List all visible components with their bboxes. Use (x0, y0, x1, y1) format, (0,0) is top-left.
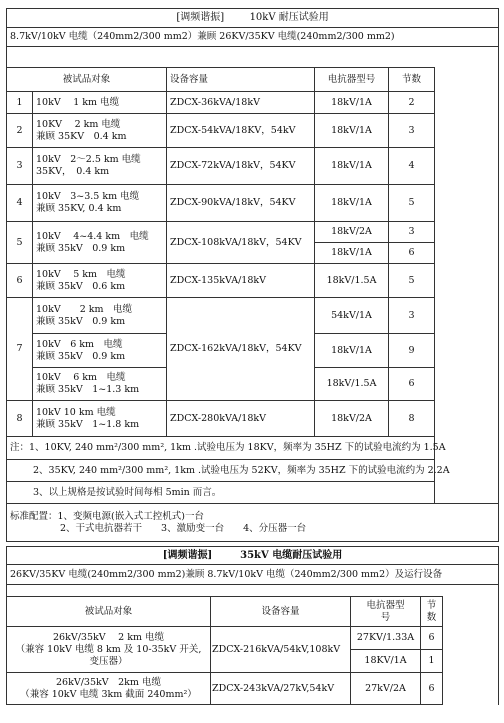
row-number: 1 (7, 92, 33, 114)
section1-title-tag: [调频谐振] (176, 12, 225, 23)
row-capacity: ZDCX-36kVA/18kV (167, 92, 315, 114)
row-object-line: 兼顾 35kV 0.9 km (36, 315, 126, 327)
row-object-line: （兼容 10kV 电缆 8 km 及 10-35kV 开关, (15, 643, 202, 655)
row-object-line: 10kV 5 km 电缆 (36, 268, 126, 280)
row-sections: 6 (389, 368, 435, 401)
header-capacity: 设备容量 (211, 597, 351, 627)
row-reactor: 18kV/1A (315, 114, 389, 148)
row-reactor: 18kV/2A (315, 222, 389, 243)
table-header-row (7, 597, 499, 627)
header-reactor-line: 电抗器型 (366, 599, 405, 611)
row-sections: 9 (389, 334, 435, 368)
config-line-1: 标准配置：1、变频电源(嵌入式工控机式)一台 (10, 510, 204, 522)
row-reactor: 18kV/1A (315, 148, 389, 185)
header-sections-line: 数 (426, 611, 437, 623)
row-number: 5 (7, 222, 33, 264)
row-sections: 2 (389, 92, 435, 114)
header-object: 被试品对象 (7, 68, 167, 92)
row-number: 2 (7, 114, 33, 148)
row-object-line: 10kV 2 km 电缆 (36, 303, 133, 315)
row-object-line: 兼顾 35KV 0.4 km (36, 130, 127, 142)
table-row (7, 222, 499, 243)
row-sections: 3 (389, 222, 435, 243)
row-object-line: 兼顾 35kV 1~1.8 km (36, 418, 140, 430)
section2-title (7, 547, 499, 565)
row-object-line: 变压器） (89, 655, 128, 667)
row-sections: 5 (389, 264, 435, 298)
row-capacity: ZDCX-72kVA/18kV，54KV (167, 148, 315, 185)
table-10kv (6, 8, 499, 542)
row-sections: 8 (389, 401, 435, 437)
row-capacity: ZDCX-243kVA/27kV,54kV (211, 673, 351, 705)
note-1: 注：1、10KV, 240 mm²/300 mm², 1km .试验电压为 18KV，频率为 35HZ 下的试验电流约为 1.5A (7, 437, 499, 460)
row-sections: 5 (389, 185, 435, 222)
row-object-line: 35KV， 0.4 km (36, 166, 110, 177)
section2-subtitle: 26KV/35KV 电缆(240mm2/300 mm2)兼顾 8.7kV/10kV 电缆（240mm2/300 mm2）及运行设备 (7, 565, 499, 585)
header-sections: 节数 (389, 68, 435, 92)
row-sections: 3 (389, 298, 435, 334)
table-header-row (7, 68, 499, 92)
row-sections: 4 (389, 148, 435, 185)
row-object-line: 26kV/35kV 2km 电缆 (56, 676, 161, 688)
standard-config (7, 504, 499, 542)
row-capacity: ZDCX-108kVA/18kV，54KV (167, 222, 315, 264)
table-row (7, 298, 499, 334)
header-capacity: 设备容量 (167, 68, 315, 92)
row-capacity: ZDCX-216kVA/54kV,108kV (211, 627, 351, 673)
row-reactor: 18kV/1A (315, 334, 389, 368)
table-row (7, 148, 499, 185)
header-object: 被试品对象 (7, 597, 211, 627)
header-reactor: 电抗器型号 (315, 68, 389, 92)
row-sections: 1 (421, 650, 443, 673)
row-object-line: 10kV 2～2.5 km 电缆 (36, 154, 141, 165)
row-object-line: 10kV 6 km 电缆 (36, 338, 123, 350)
row-sections: 6 (421, 673, 443, 705)
row-reactor: 18kV/1.5A (315, 368, 389, 401)
row-object-line: （兼容 10kV 电缆 3km 截面 240mm²） (20, 688, 197, 700)
row-sections: 6 (421, 627, 443, 650)
row-reactor: 27kV/2A (351, 673, 421, 705)
section1-subtitle: 8.7kV/10kV 电缆（240mm2/300 mm2）兼顾 26KV/35KV 电缆(240mm2/300 mm2) (7, 28, 499, 47)
table-row (7, 627, 499, 650)
table-row (7, 92, 499, 114)
header-reactor-line: 号 (380, 611, 391, 623)
table-35kv (6, 546, 499, 705)
table-row (7, 185, 499, 222)
row-sections: 6 (389, 243, 435, 264)
config-line-2: 2、干式电抗器若干 3、激励变一台 4、分压器一台 (60, 522, 307, 534)
row-capacity: ZDCX-54kVA/18KV，54kV (167, 114, 315, 148)
section2-title-text: 35kV 电缆耐压试验用 (240, 549, 343, 561)
section1-title (7, 9, 499, 28)
row-capacity: ZDCX-162kVA/18kV，54KV (167, 298, 315, 401)
table-row (7, 673, 499, 705)
row-object-line: 兼顾 35kV 1~1.3 km (36, 384, 140, 395)
row-object-line: 10kV 3~3.5 km 电缆 (36, 191, 140, 202)
note-3: 3、以上规格是按试验时间每相 5min 而言。 (7, 482, 499, 504)
row-capacity: ZDCX-280kVA/18kV (167, 401, 315, 437)
row-number: 7 (7, 298, 33, 401)
row-object-line: 兼顾 35kV 0.9 km (36, 242, 126, 254)
section2-title-tag: [调频谐振] (162, 549, 213, 561)
row-object-line: 兼顾 35KV, 0.4 km (36, 203, 122, 214)
row-object-line: 兼顾 35kV 0.6 km (36, 280, 126, 292)
row-number: 4 (7, 185, 33, 222)
table-row (7, 114, 499, 148)
row-object-line: 10kV 1 km 电缆 (36, 96, 120, 108)
header-reactor (351, 597, 421, 627)
row-object-line: 10KV 2 km 电缆 (36, 118, 121, 130)
row-reactor: 18kV/1A (315, 243, 389, 264)
row-number: 3 (7, 148, 33, 185)
row-object-line: 10kV 10 km 电缆 (36, 406, 116, 418)
table-row (7, 401, 499, 437)
row-object-line: 兼顾 35kV 0.9 km (36, 350, 126, 362)
row-number: 6 (7, 264, 33, 298)
row-reactor: 27KV/1.33A (351, 627, 421, 650)
row-sections: 3 (389, 114, 435, 148)
row-reactor: 18kV/1.5A (315, 264, 389, 298)
row-reactor: 18kV/1A (315, 92, 389, 114)
row-reactor: 18kV/1A (315, 185, 389, 222)
note-2: 2、35KV, 240 mm²/300 mm², 1km .试验电压为 52KV，频率为 35HZ 下的试验电流约为 2.2A (7, 460, 499, 482)
row-capacity: ZDCX-135kVA/18kV (167, 264, 315, 298)
header-sections (421, 597, 443, 627)
row-object-line: 26kV/35kV 2 km 电缆 (53, 631, 164, 643)
row-object-line: 10kV 4~4.4 km 电缆 (36, 230, 149, 242)
row-reactor: 18KV/1A (351, 650, 421, 673)
row-reactor: 18kV/2A (315, 401, 389, 437)
row-number: 8 (7, 401, 33, 437)
row-object-line: 10kV 6 km 电缆 (36, 372, 126, 383)
row-capacity: ZDCX-90kVA/18kV，54KV (167, 185, 315, 222)
row-reactor: 54kV/1A (315, 298, 389, 334)
header-sections-line: 节 (426, 599, 437, 611)
section1-title-text: 10kV 耐压试验用 (249, 12, 329, 23)
table-row (7, 264, 499, 298)
